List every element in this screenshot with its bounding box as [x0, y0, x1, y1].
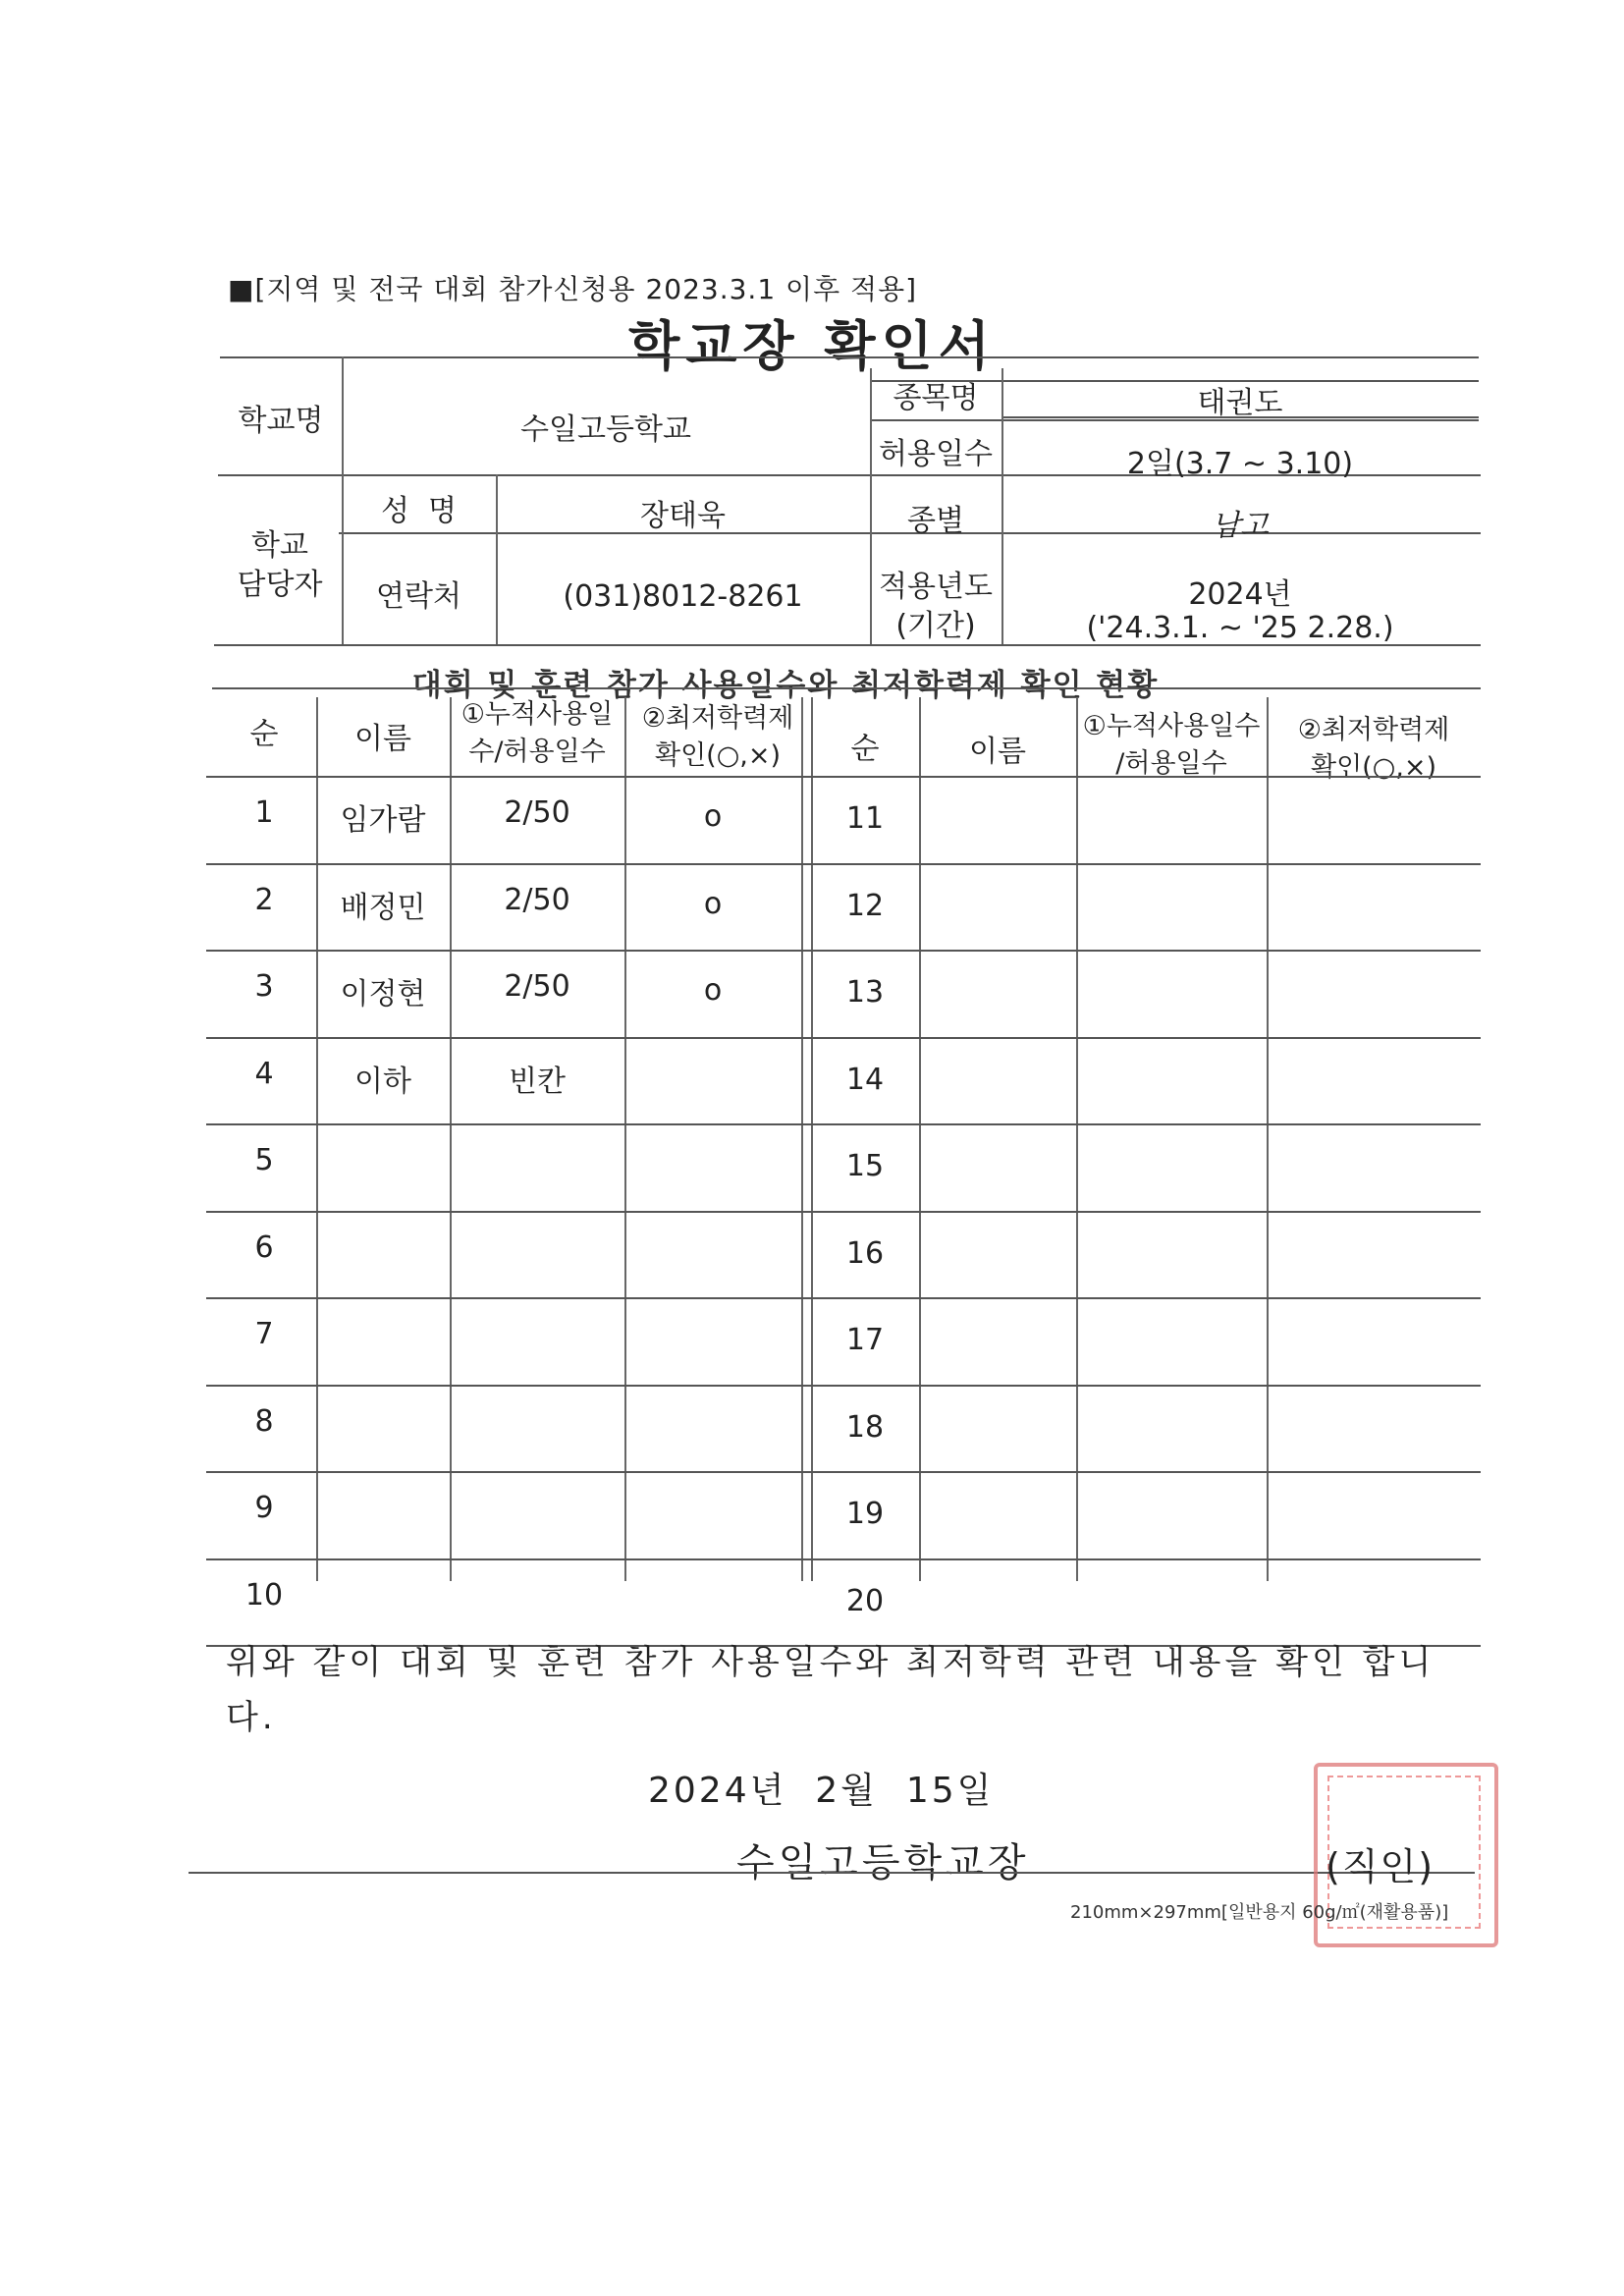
contact-value: (031)8012-8261 — [563, 579, 803, 614]
row-number-right: 20 — [845, 1583, 885, 1618]
col-header-no-right: 순 — [850, 732, 880, 766]
principal-name: 수일고등학교장 — [736, 1840, 1030, 1886]
form-header-note: ■[지역 및 전국 대회 참가신청용 2023.3.1 이후 적용] — [228, 273, 918, 305]
paper-spec-note: 210mm×297mm[일반용지 60g/㎡(재활용품)] — [1070, 1902, 1449, 1923]
academic-check: o — [703, 799, 723, 834]
name-label: 성 명 — [380, 494, 458, 528]
used-days: 2/50 — [504, 882, 570, 917]
academic-check: o — [703, 973, 723, 1008]
col-header-no: 순 — [249, 717, 279, 751]
category-value: 남고 — [1212, 509, 1269, 543]
category-label: 종별 — [907, 504, 964, 538]
row-number: 6 — [254, 1230, 274, 1265]
table-row-line — [206, 1211, 1481, 1213]
col-header-name-right: 이름 — [969, 735, 1026, 769]
row-number-right: 15 — [845, 1149, 885, 1183]
school-value: 수일고등학교 — [520, 412, 691, 447]
year-label: 적용년도 — [879, 570, 993, 604]
table-row-line — [206, 1558, 1481, 1560]
sport-value: 태권도 — [1197, 386, 1283, 420]
col-header-days: ①누적사용일 — [460, 699, 614, 730]
used-days: 2/50 — [504, 795, 570, 830]
row-number-right: 11 — [845, 801, 885, 836]
row-number-right: 17 — [845, 1323, 885, 1357]
manager-label: 학교 — [251, 528, 308, 563]
used-days: 빈칸 — [509, 1064, 566, 1099]
row-number-right: 16 — [845, 1235, 885, 1271]
col-header-check: 확인(○,×) — [655, 740, 781, 771]
col-header-days: 수/허용일수 — [468, 737, 606, 767]
row-number: 2 — [254, 882, 274, 917]
manager-label: 담당자 — [237, 568, 323, 602]
year-value: 2024년 — [1188, 577, 1292, 612]
year-label: (기간) — [895, 609, 976, 643]
row-number: 3 — [254, 969, 274, 1004]
info-top-border — [220, 356, 1479, 358]
table-divider — [1076, 697, 1078, 1581]
participant-name: 이정현 — [340, 977, 426, 1011]
col-header-days-right: ①누적사용일수 — [1082, 711, 1261, 741]
participant-name: 배정민 — [340, 890, 426, 925]
table-row-line — [206, 863, 1481, 865]
table-divider — [450, 697, 452, 1581]
row-number: 7 — [254, 1317, 274, 1351]
col-header-days-right: /허용일수 — [1115, 748, 1227, 779]
section-title: 대회 및 훈련 참가 사용일수와 최저학력제 확인 현황 — [411, 668, 1160, 703]
row-number: 4 — [254, 1056, 274, 1091]
table-top-border — [212, 687, 1481, 689]
contact-label: 연락처 — [376, 579, 461, 614]
table-row-line — [206, 1471, 1481, 1473]
table-row-line — [206, 1123, 1481, 1125]
table-center-divider — [801, 697, 803, 1581]
year-period: ('24.3.1. ~ '25 2.28.) — [1086, 611, 1394, 645]
academic-check: o — [703, 886, 723, 921]
seal-label: (직인) — [1326, 1845, 1435, 1888]
allowed-days-label: 허용일수 — [879, 437, 993, 471]
table-divider — [919, 697, 921, 1581]
row-number: 9 — [254, 1491, 274, 1525]
participant-name: 이하 — [354, 1064, 411, 1099]
participant-name: 임가람 — [340, 803, 426, 838]
confirmation-statement: 위와 같이 대회 및 훈련 참가 사용일수와 최저학력 관련 내용을 확인 합니다. — [226, 1643, 1435, 1737]
document-title: 학교장 확인서 — [628, 315, 996, 377]
col-header-name: 이름 — [354, 722, 411, 756]
table-divider — [1267, 697, 1269, 1581]
school-label: 학교명 — [238, 404, 324, 438]
footer-line — [189, 1872, 1475, 1874]
manager-name: 장태욱 — [640, 499, 726, 533]
row-number: 10 — [244, 1577, 284, 1613]
row-number-right: 12 — [845, 888, 885, 923]
col-header-check-right: ②최저학력제 — [1297, 715, 1450, 745]
table-row-line — [206, 1297, 1481, 1299]
used-days: 2/50 — [504, 969, 570, 1004]
row-number: 8 — [254, 1403, 274, 1439]
row-number-right: 13 — [845, 975, 885, 1010]
sport-label: 종목명 — [893, 381, 979, 415]
row-number: 5 — [254, 1143, 274, 1177]
allowed-days-value: 2일(3.7 ~ 3.10) — [1126, 447, 1354, 481]
row-number: 1 — [254, 795, 274, 830]
table-row-line — [206, 950, 1481, 952]
row-number-right: 19 — [845, 1497, 885, 1531]
table-row-line — [206, 776, 1481, 778]
issue-date: 2024년 2월 15일 — [648, 1771, 995, 1811]
row-number-right: 14 — [845, 1062, 885, 1097]
table-row-line — [206, 1385, 1481, 1387]
col-header-check-right: 확인(○,×) — [1311, 752, 1436, 783]
row-number-right: 18 — [845, 1409, 885, 1445]
col-header-check: ②최저학력제 — [641, 703, 794, 734]
table-row-line — [206, 1037, 1481, 1039]
